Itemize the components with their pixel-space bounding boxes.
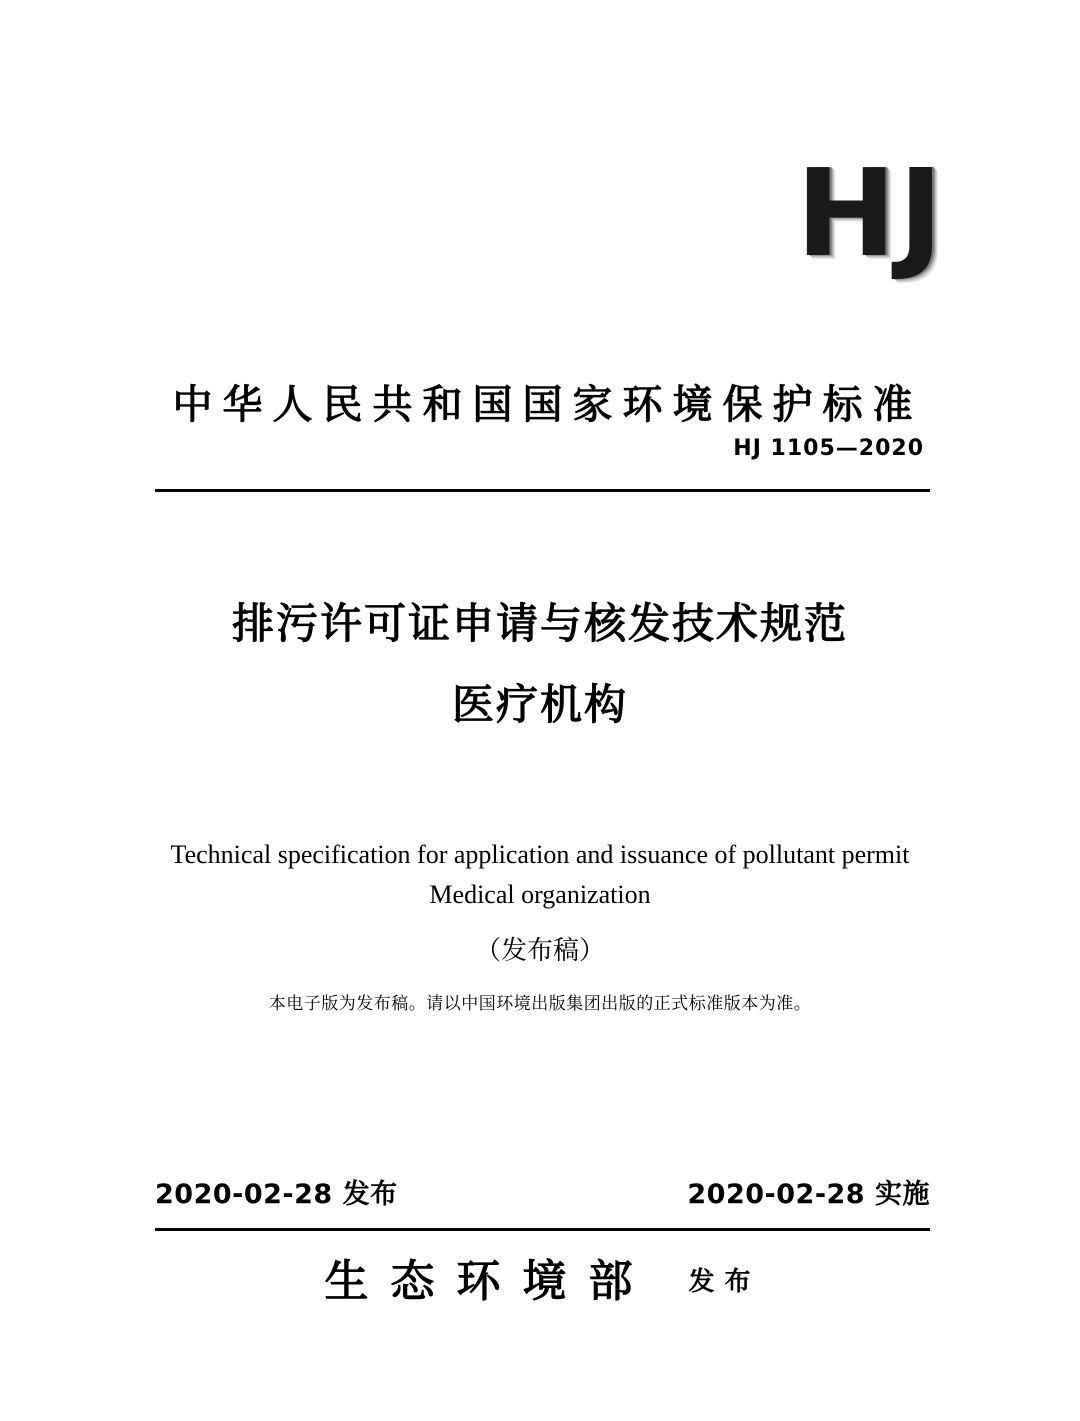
english-title-line2: Medical organization [429,880,651,910]
page-title-line1: 排污许可证申请与核发技术规范 [231,599,848,648]
standard-title: 中华人民共和国国家环境保护标准 [172,382,923,428]
page-title-line2: 医疗机构 [451,680,628,730]
draft-status-note: （发布稿） [474,935,605,966]
header-divider [155,489,930,492]
issuer-name: 生态环境部 [324,1256,655,1307]
issuer-verb: 发布 [688,1267,761,1297]
standard-number: HJ 1105—2020 [733,436,924,461]
english-title-line1: Technical specification for application and issuance of pollutant permit [170,840,910,869]
hj-logo: HJ [795,145,945,284]
disclaimer-text: 本电子版为发布稿。请以中国环境出版集团出版的正式标准版本为准。 [268,993,812,1014]
footer-divider [155,1228,930,1231]
issue-date: 2020-02-28 发布 [155,1179,398,1210]
issuer-block [155,1245,930,1309]
effective-date: 2020-02-28 实施 [687,1179,930,1210]
english-title-block [120,835,960,1014]
dates-row [155,1172,930,1211]
standard-header [155,380,930,461]
page-title [120,590,960,738]
